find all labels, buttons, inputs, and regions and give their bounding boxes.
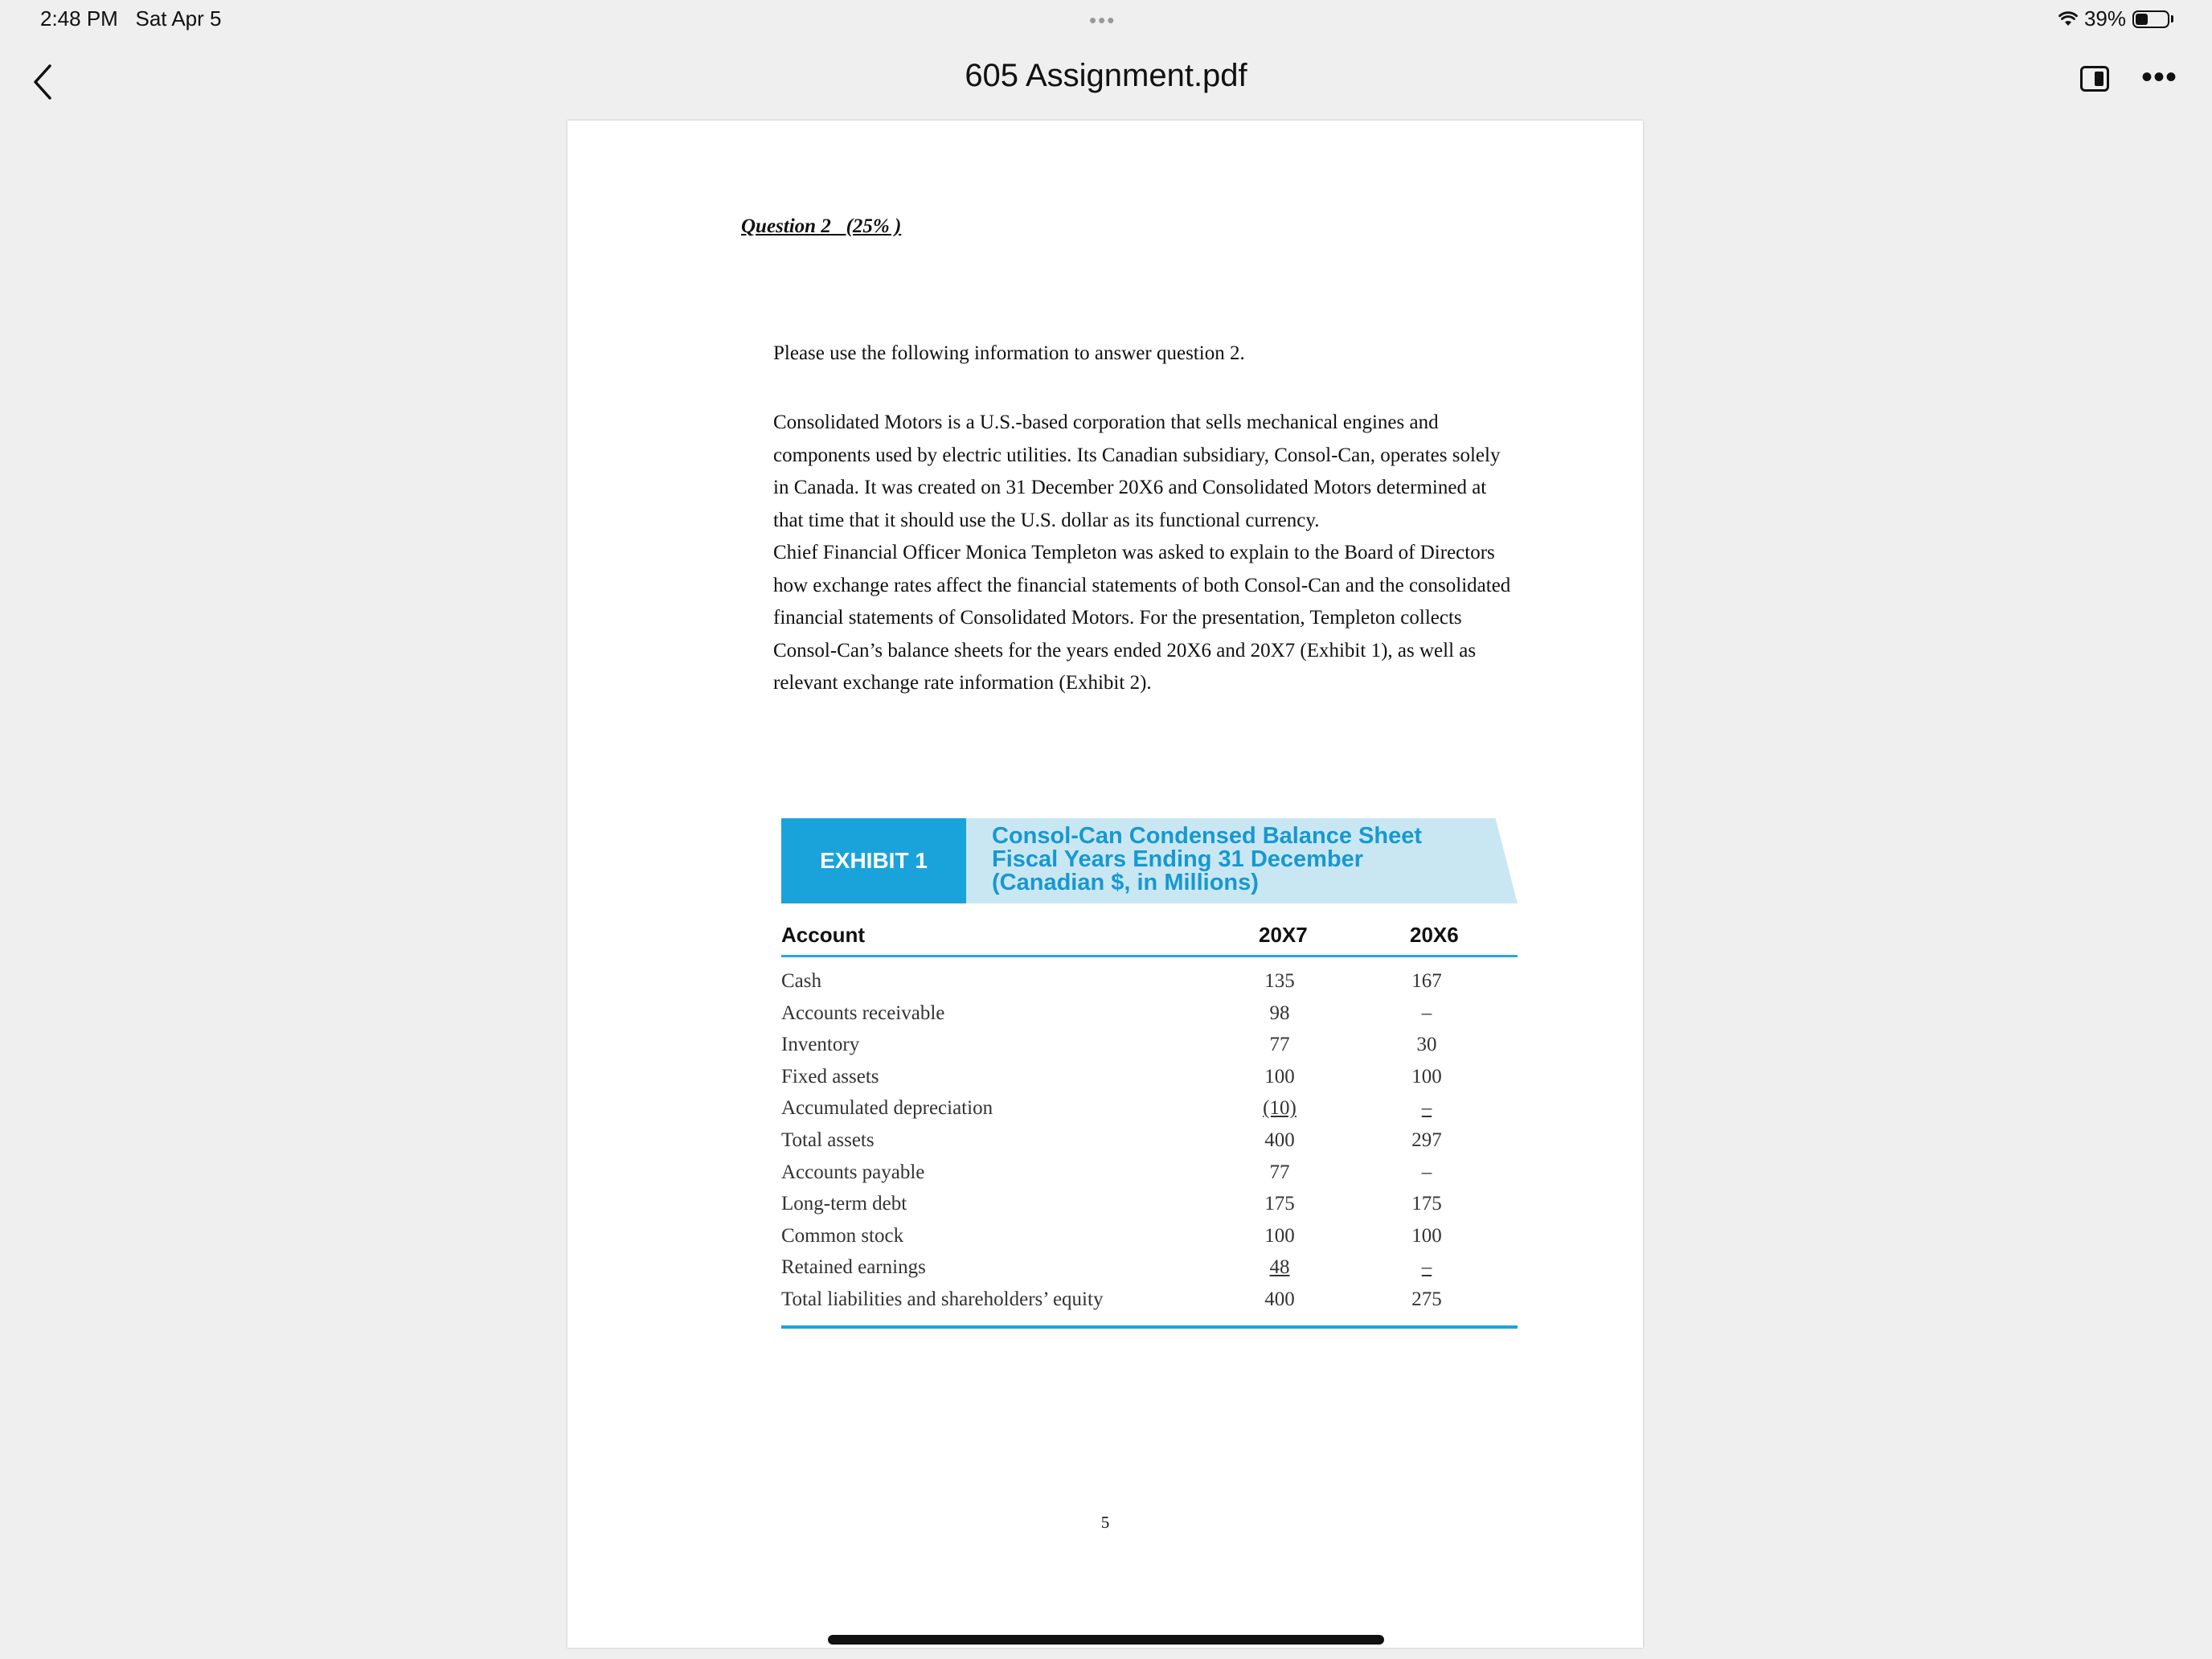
- paragraph: Consolidated Motors is a U.S.-based corporation that sells mechanical engines and components used by electric utilities. Its Canadian subsidiary, Consol-Can, operates solely in Canada. It was created on 31 December 20X6 and Consolidated Motors determined at that time that it should use the U.S. dollar as its functional currency.: [773, 412, 1501, 531]
- intro-text: Please use the following information to answer question 2.: [773, 342, 1245, 364]
- column-header: Account: [781, 923, 865, 947]
- battery-percent: 39%: [2083, 6, 2126, 31]
- page-number: 5: [1100, 1513, 1110, 1532]
- paragraph: Chief Financial Officer Monica Templeton was asked to explain to the Board of Directors how exchange rates affect the financial statements of both Consol-Can and the consolidated financial statements of Consolidated Motors. For the presentation, Templeton collects Consol-Can’s balance sheets for the years ended 20X6 and 20X7 (Exhibit 1), as well as relevant exchange rate information (Exhibit 2).: [773, 542, 1511, 694]
- exhibit-label: EXHIBIT 1: [781, 818, 966, 903]
- table-header: [781, 907, 1518, 957]
- table-body: [781, 965, 1518, 1316]
- table-row: Total liabilities and shareholders’ equity 400 275: [781, 1288, 1442, 1310]
- question-title: Question 2 (25% ): [741, 215, 902, 237]
- table-row: Accumulated depreciation (10) –: [781, 1097, 1432, 1120]
- exhibit-bottom-rule: [781, 1325, 1518, 1329]
- exhibit-title: Consol-Can Condensed Balance Sheet Fiscal Years Ending 31 December (Canadian $, in Millions): [992, 823, 1422, 895]
- table-row: Total assets 400 297: [781, 1129, 1442, 1151]
- pdf-page: [567, 121, 1643, 1648]
- nav-bar: [0, 48, 2212, 113]
- wifi-icon: [2058, 11, 2078, 27]
- sidebar-toggle-icon[interactable]: [2080, 66, 2109, 92]
- multitasking-dots[interactable]: •••: [1089, 8, 1116, 32]
- home-indicator[interactable]: [828, 1635, 1384, 1645]
- table-row: Common stock 100 100: [781, 1224, 1442, 1247]
- battery-icon: [2132, 10, 2169, 28]
- table-row: Retained earnings 48 –: [781, 1256, 1432, 1279]
- column-header: 20X7: [1259, 923, 1308, 947]
- exhibit-header: [781, 818, 1518, 903]
- status-time: 2:48 PM Sat Apr 5: [40, 6, 222, 31]
- table-row: Cash 135 167: [781, 970, 1442, 992]
- document-title: 605 Assignment.pdf: [965, 58, 1247, 93]
- column-header: 20X6: [1410, 923, 1459, 947]
- table-row: Accounts payable 77 –: [781, 1161, 1432, 1183]
- status-bar: [0, 0, 2212, 40]
- table-row: Fixed assets 100 100: [781, 1065, 1442, 1088]
- status-right: [2058, 6, 2173, 31]
- body-paragraphs: [773, 407, 1521, 700]
- exhibit-1: [781, 818, 1518, 1329]
- more-options-button[interactable]: •••: [2141, 59, 2178, 95]
- table-row: Inventory 77 30: [781, 1034, 1437, 1056]
- table-row: Long-term debt 175 175: [781, 1193, 1442, 1215]
- table-row: Accounts receivable 98 –: [781, 1002, 1432, 1024]
